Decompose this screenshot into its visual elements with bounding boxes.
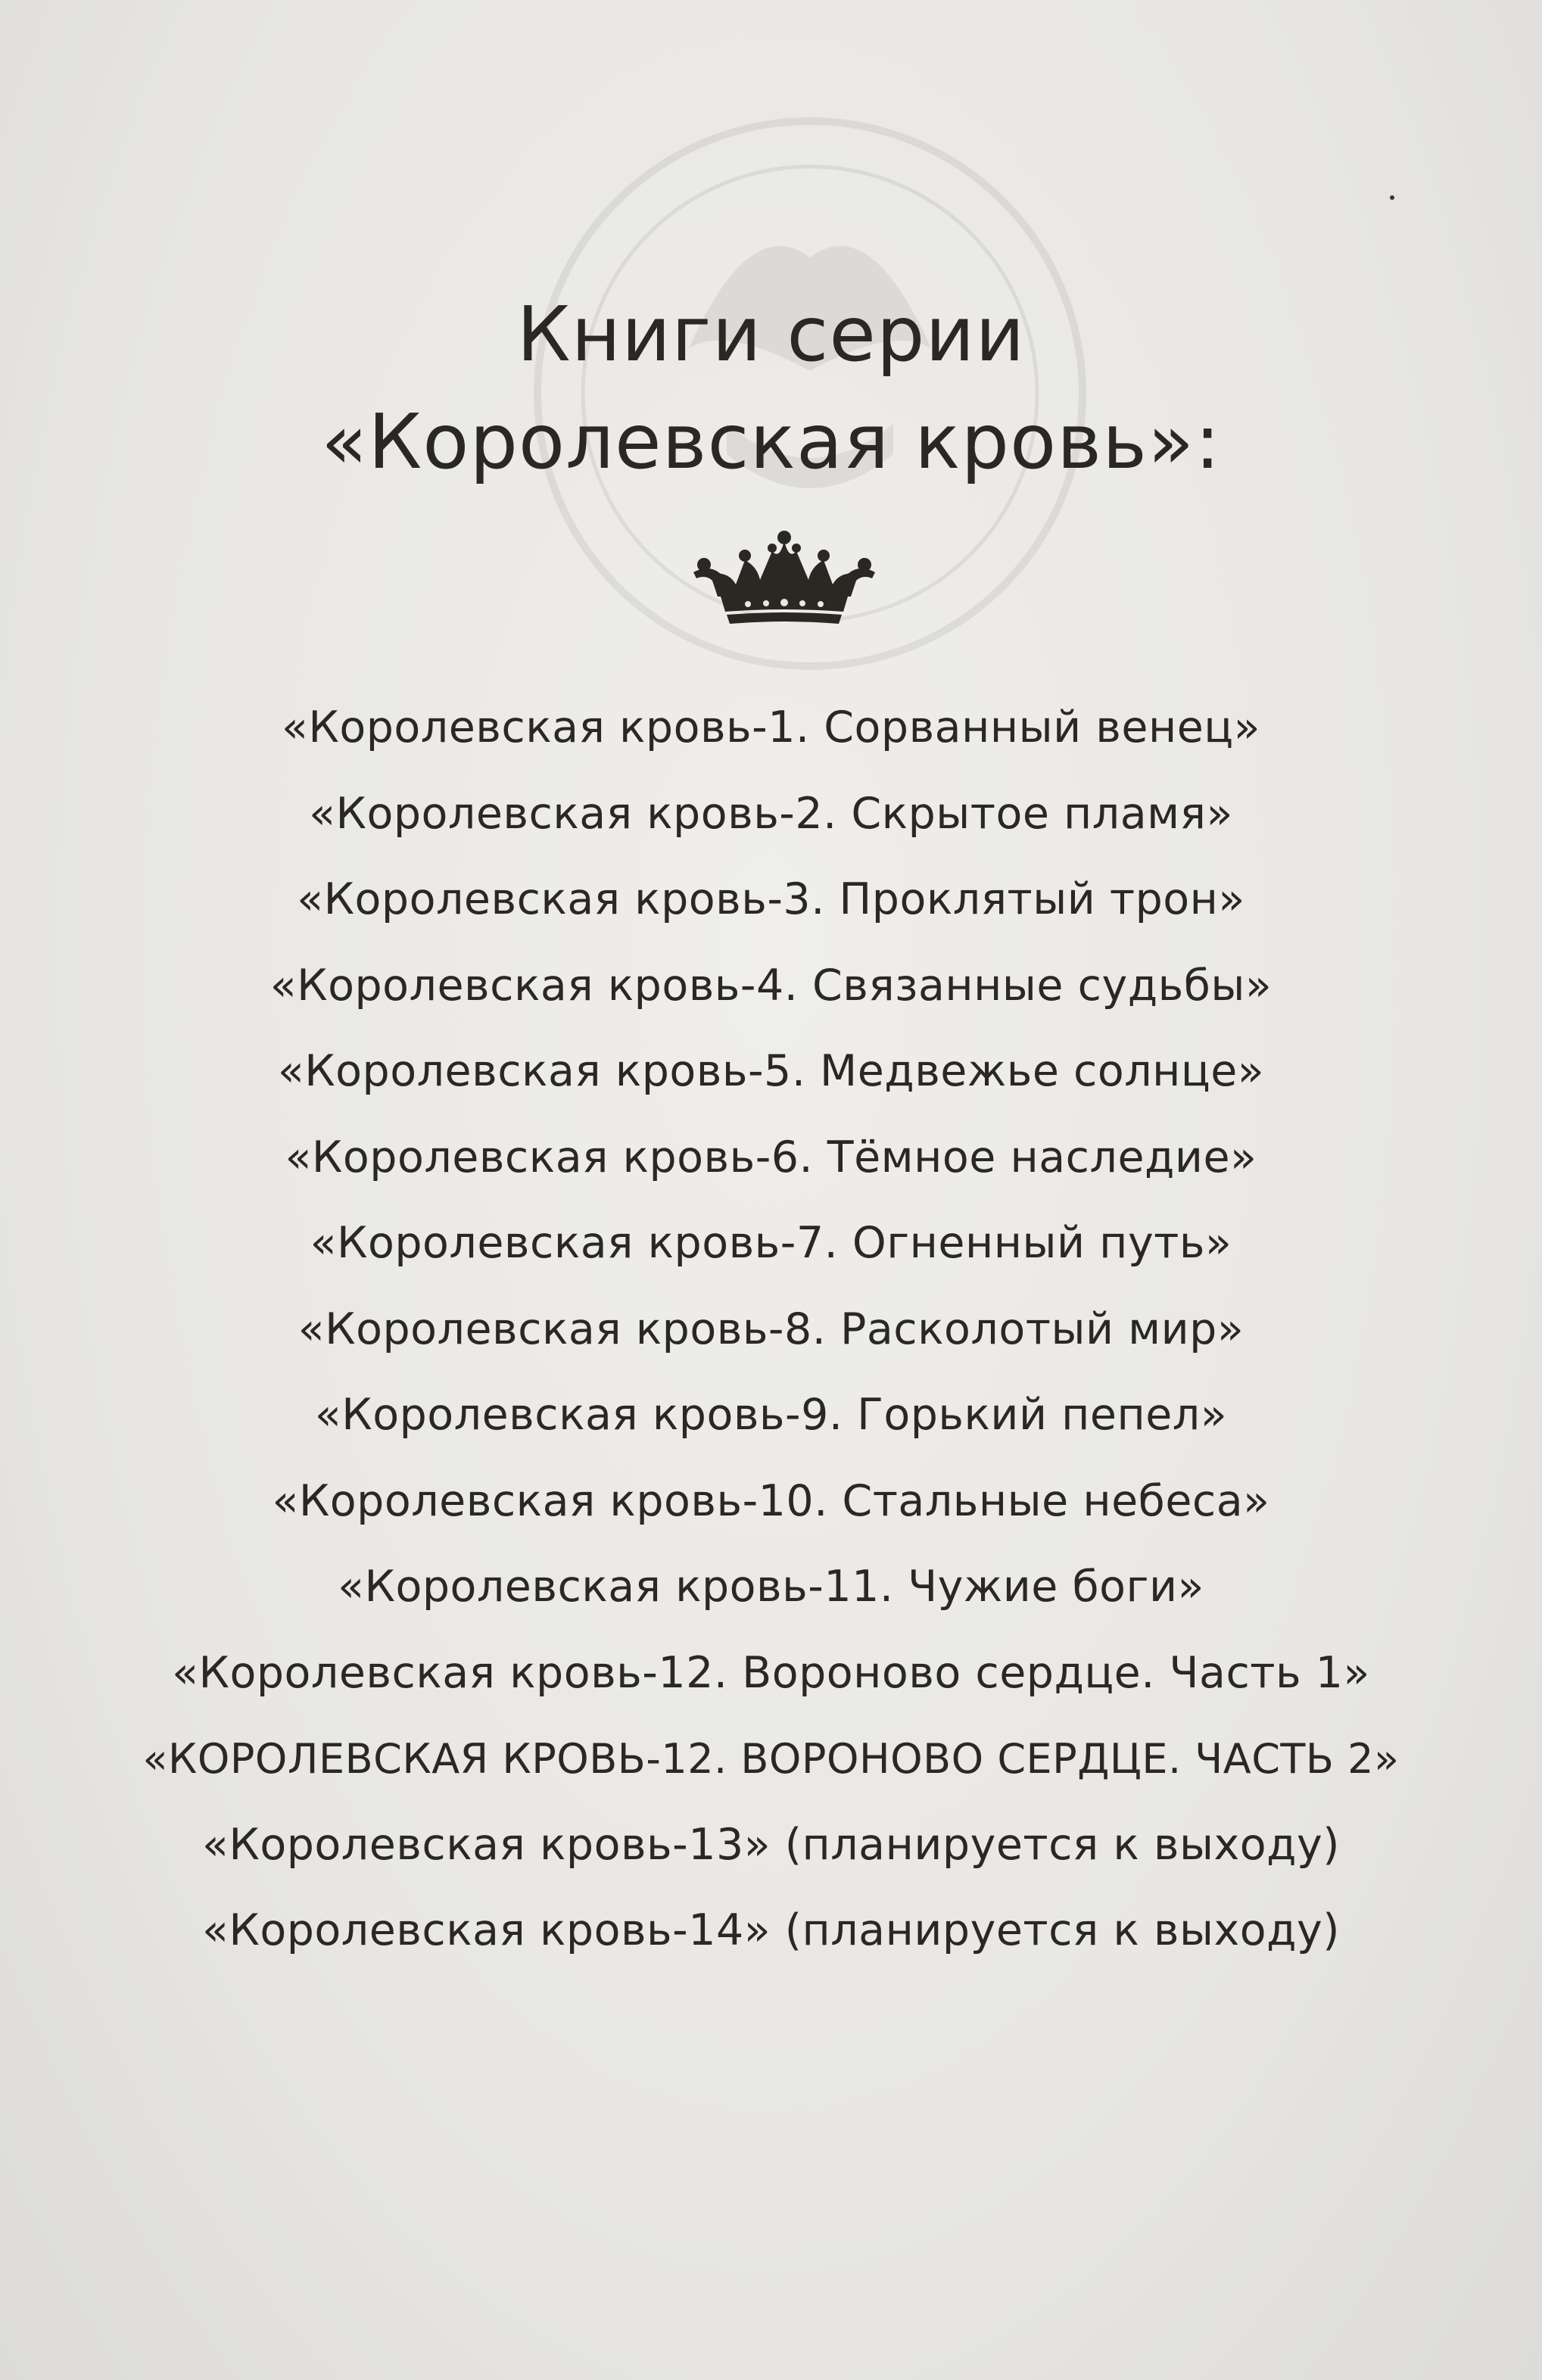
list-item: «Королевская кровь-9. Горький пепел» xyxy=(314,1390,1228,1440)
list-item: «КОРОЛЕВСКАЯ КРОВЬ-12. ВОРОНОВО СЕРДЦЕ. ЧАСТЬ 2» xyxy=(142,1735,1400,1783)
list-item: «Королевская кровь-7. Огненный путь» xyxy=(310,1218,1232,1268)
page-title-line-1: Книги серии xyxy=(516,290,1026,378)
list-item: «Королевская кровь-14» (планируется к выходу) xyxy=(202,1905,1340,1955)
crown-icon xyxy=(687,530,881,630)
list-item: «Королевская кровь-5. Медвежье солнце» xyxy=(277,1046,1265,1096)
list-item: «Королевская кровь-11. Чужие боги» xyxy=(338,1562,1204,1612)
list-item: «Королевская кровь-6. Тёмное наследие» xyxy=(285,1132,1257,1182)
list-item: «Королевская кровь-4. Связанные судьбы» xyxy=(269,960,1273,1011)
page-title-line-2: «Королевская кровь»: xyxy=(321,397,1221,486)
print-speck xyxy=(1390,195,1394,200)
book-series-list xyxy=(0,685,1542,1974)
list-item: «Королевская кровь-2. Скрытое пламя» xyxy=(309,788,1233,839)
list-item: «Королевская кровь-8. Расколотый мир» xyxy=(297,1304,1245,1354)
list-item: «Королевская кровь-1. Сорванный венец» xyxy=(282,702,1260,752)
list-item: «Королевская кровь-10. Стальные небеса» xyxy=(272,1475,1270,1526)
list-item: «Королевская кровь-12. Вороново сердце. Часть 1» xyxy=(172,1647,1370,1698)
list-item: «Королевская кровь-3. Проклятый трон» xyxy=(297,874,1245,924)
list-item: «Королевская кровь-13» (планируется к выходу) xyxy=(202,1819,1340,1870)
